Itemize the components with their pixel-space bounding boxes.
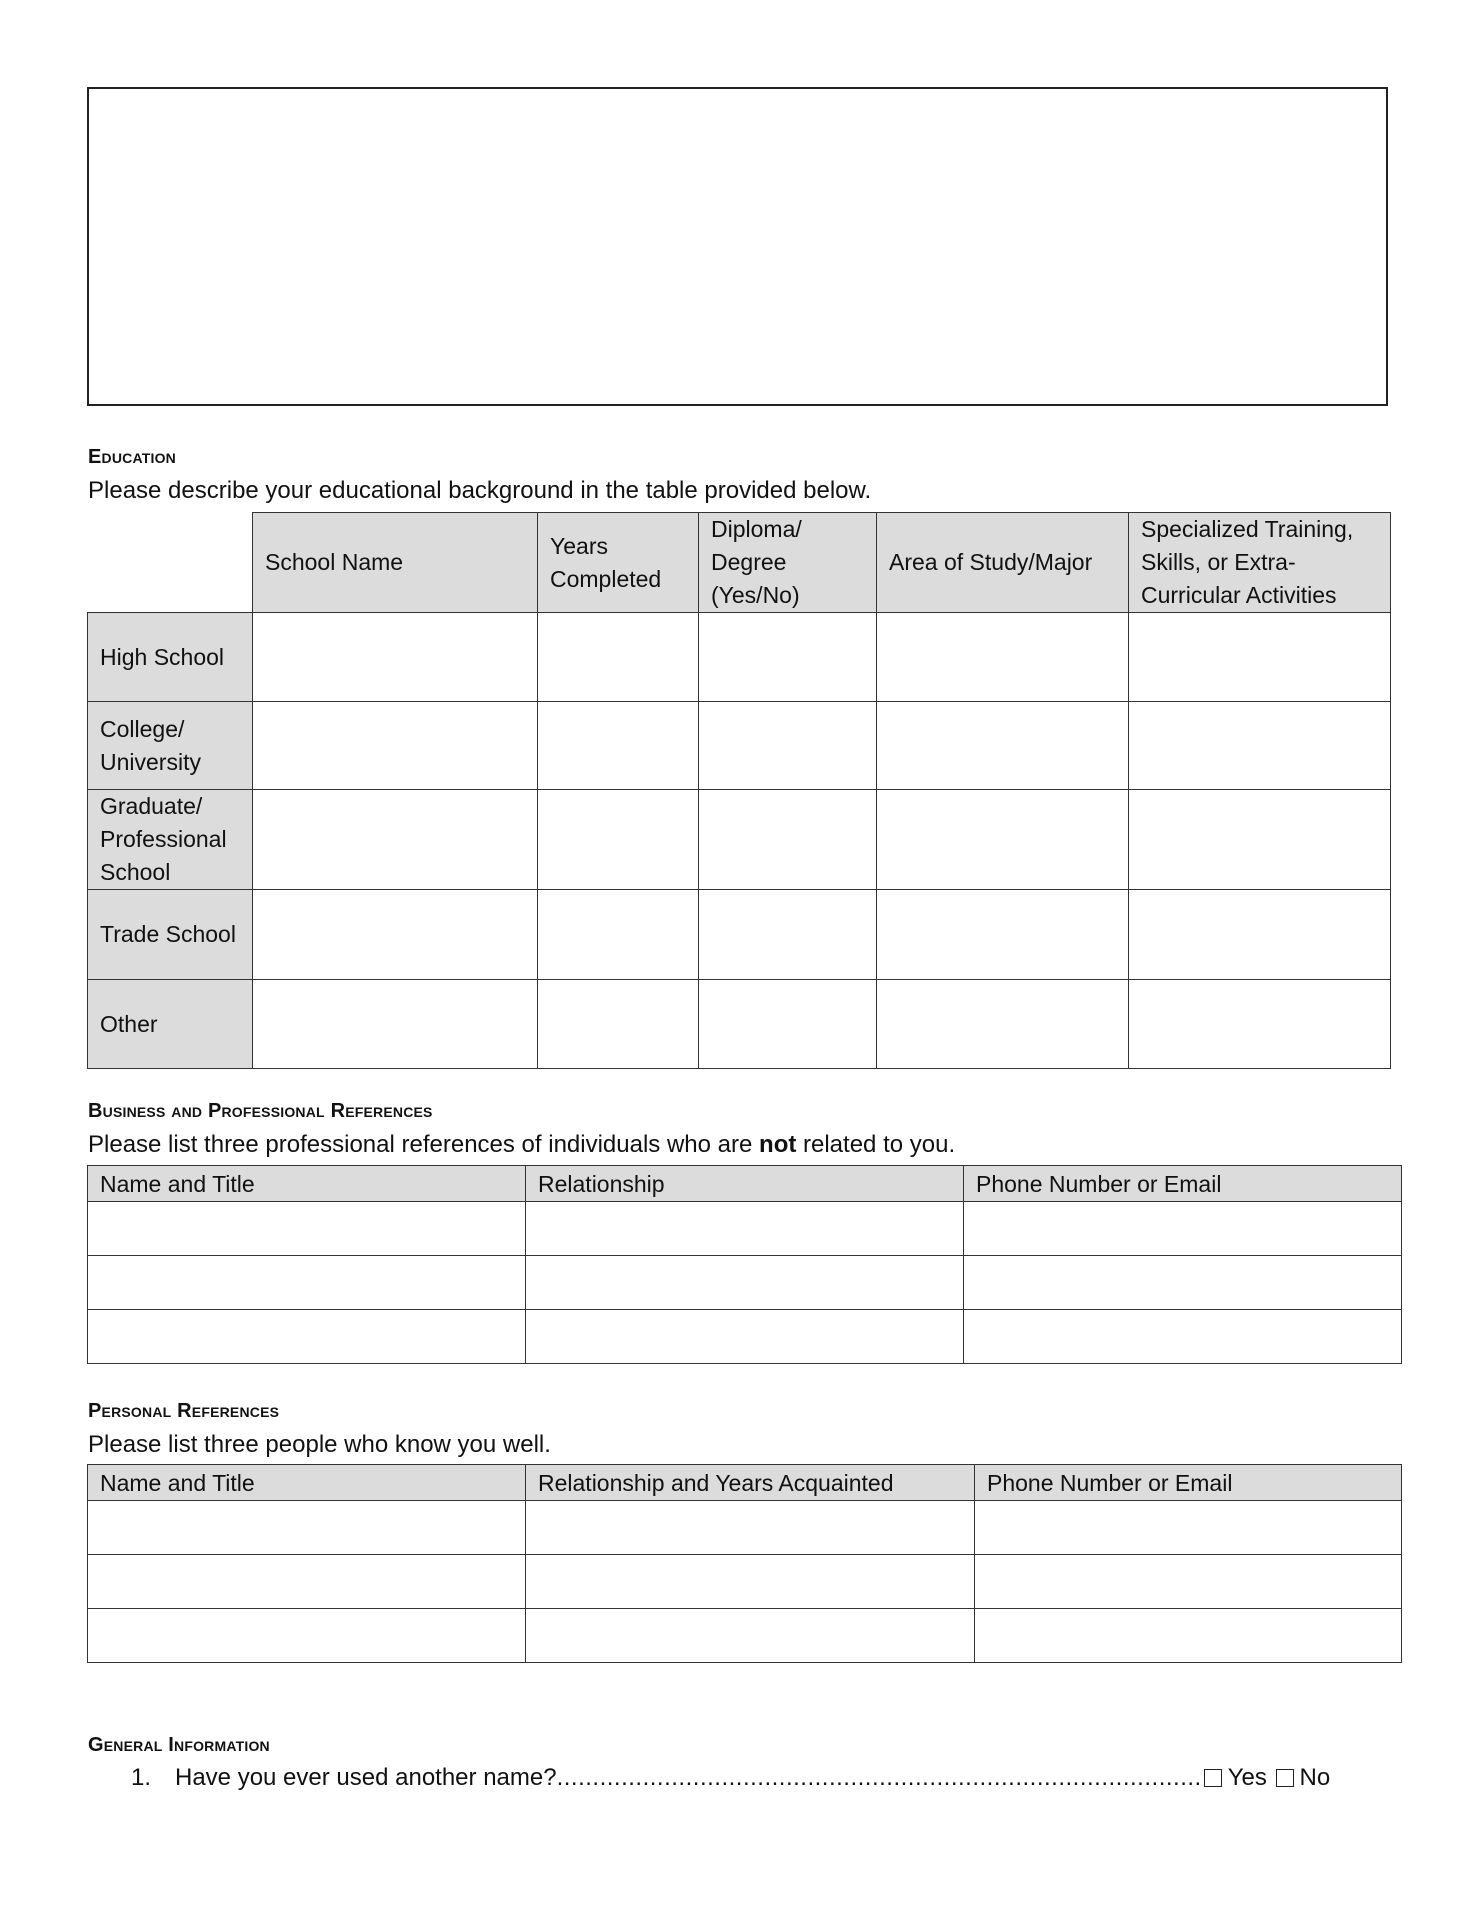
table-row [88, 980, 1391, 1069]
college-training-cell[interactable] [1129, 702, 1391, 790]
no-checkbox[interactable] [1276, 1769, 1294, 1787]
graduate-name-cell[interactable] [253, 790, 538, 890]
personal-ref-3-relationship-cell[interactable] [526, 1609, 975, 1663]
other-major-cell[interactable] [877, 980, 1129, 1069]
general-info-heading: General Information [88, 1734, 270, 1756]
education-table [87, 512, 1391, 1069]
business-references-table [87, 1165, 1402, 1364]
table-row [88, 1310, 1402, 1364]
yes-checkbox[interactable] [1204, 1769, 1222, 1787]
personal-ref-2-relationship-cell[interactable] [526, 1555, 975, 1609]
high-school-training-cell[interactable] [1129, 613, 1391, 702]
table-row [88, 702, 1391, 790]
graduate-training-cell[interactable] [1129, 790, 1391, 890]
col-header-specialized-training: Specialized Training, Skills, or Extra-Curricular Activities [1129, 513, 1391, 613]
trade-major-cell[interactable] [877, 890, 1129, 980]
business-refs-intro [88, 1131, 955, 1159]
question-text: Have you ever used another name? [175, 1764, 557, 1791]
business-ref-1-name-cell[interactable] [88, 1202, 526, 1256]
col-header-relationship: Relationship [526, 1166, 964, 1202]
business-ref-2-name-cell[interactable] [88, 1256, 526, 1310]
col-header-relationship-years: Relationship and Years Acquainted [526, 1465, 975, 1501]
table-corner-cell [88, 513, 253, 613]
trade-training-cell[interactable] [1129, 890, 1391, 980]
college-diploma-cell[interactable] [699, 702, 877, 790]
personal-ref-3-contact-cell[interactable] [975, 1609, 1402, 1663]
question-other-name [131, 1764, 1330, 1792]
business-ref-2-contact-cell[interactable] [964, 1256, 1402, 1310]
col-header-years-completed: Years Completed [538, 513, 699, 613]
high-school-years-cell[interactable] [538, 613, 699, 702]
high-school-major-cell[interactable] [877, 613, 1129, 702]
col-header-school-name: School Name [253, 513, 538, 613]
other-name-cell[interactable] [253, 980, 538, 1069]
high-school-name-cell[interactable] [253, 613, 538, 702]
no-label: No [1299, 1764, 1331, 1791]
table-row [88, 790, 1391, 890]
college-name-cell[interactable] [253, 702, 538, 790]
business-ref-3-contact-cell[interactable] [964, 1310, 1402, 1364]
education-header-row [88, 513, 1391, 613]
trade-years-cell[interactable] [538, 890, 699, 980]
table-row [88, 890, 1391, 980]
personal-ref-1-contact-cell[interactable] [975, 1501, 1402, 1555]
col-header-phone-email: Phone Number or Email [975, 1465, 1402, 1501]
personal-refs-heading: Personal References [88, 1400, 280, 1422]
table-row [88, 1501, 1402, 1555]
personal-ref-1-relationship-cell[interactable] [526, 1501, 975, 1555]
trade-name-cell[interactable] [253, 890, 538, 980]
personal-refs-intro: Please list three people who know you well. [88, 1431, 551, 1458]
business-refs-intro-emphasis: not [759, 1131, 797, 1158]
business-ref-3-relationship-cell[interactable] [526, 1310, 964, 1364]
business-refs-intro-start: Please list three professional references of individuals who are [88, 1131, 760, 1158]
table-row [88, 1202, 1402, 1256]
personal-ref-3-name-cell[interactable] [88, 1609, 526, 1663]
col-header-diploma-degree: Diploma/ Degree (Yes/No) [699, 513, 877, 613]
business-ref-1-relationship-cell[interactable] [526, 1202, 964, 1256]
row-header-college: College/ University [88, 702, 253, 790]
col-header-area-of-study: Area of Study/Major [877, 513, 1129, 613]
business-refs-heading: Business and Professional References [88, 1100, 433, 1122]
high-school-diploma-cell[interactable] [699, 613, 877, 702]
personal-ref-1-name-cell[interactable] [88, 1501, 526, 1555]
table-row [88, 1256, 1402, 1310]
row-header-high-school: High School [88, 613, 253, 702]
business-ref-2-relationship-cell[interactable] [526, 1256, 964, 1310]
business-ref-3-name-cell[interactable] [88, 1310, 526, 1364]
yes-label: Yes [1227, 1764, 1267, 1791]
graduate-diploma-cell[interactable] [699, 790, 877, 890]
personal-ref-2-contact-cell[interactable] [975, 1555, 1402, 1609]
dot-leader: .......................................................................................... [556, 1764, 1202, 1791]
table-row [88, 1609, 1402, 1663]
education-intro: Please describe your educational background in the table provided below. [88, 477, 872, 504]
col-header-name-title: Name and Title [88, 1166, 526, 1202]
other-diploma-cell[interactable] [699, 980, 877, 1069]
table-row [88, 1555, 1402, 1609]
business-ref-1-contact-cell[interactable] [964, 1202, 1402, 1256]
row-header-graduate: Graduate/ Professional School [88, 790, 253, 890]
trade-diploma-cell[interactable] [699, 890, 877, 980]
graduate-major-cell[interactable] [877, 790, 1129, 890]
other-training-cell[interactable] [1129, 980, 1391, 1069]
row-header-trade-school: Trade School [88, 890, 253, 980]
col-header-name-title: Name and Title [88, 1465, 526, 1501]
college-major-cell[interactable] [877, 702, 1129, 790]
personal-references-table [87, 1464, 1402, 1663]
row-header-other: Other [88, 980, 253, 1069]
personal-refs-header-row [88, 1465, 1402, 1501]
signature-or-notes-box[interactable] [87, 87, 1388, 406]
college-years-cell[interactable] [538, 702, 699, 790]
personal-ref-2-name-cell[interactable] [88, 1555, 526, 1609]
education-heading: Education [88, 446, 176, 468]
business-refs-header-row [88, 1166, 1402, 1202]
table-row [88, 613, 1391, 702]
question-number: 1. [131, 1764, 152, 1791]
col-header-phone-email: Phone Number or Email [964, 1166, 1402, 1202]
graduate-years-cell[interactable] [538, 790, 699, 890]
other-years-cell[interactable] [538, 980, 699, 1069]
business-refs-intro-end: related to you. [796, 1131, 956, 1158]
